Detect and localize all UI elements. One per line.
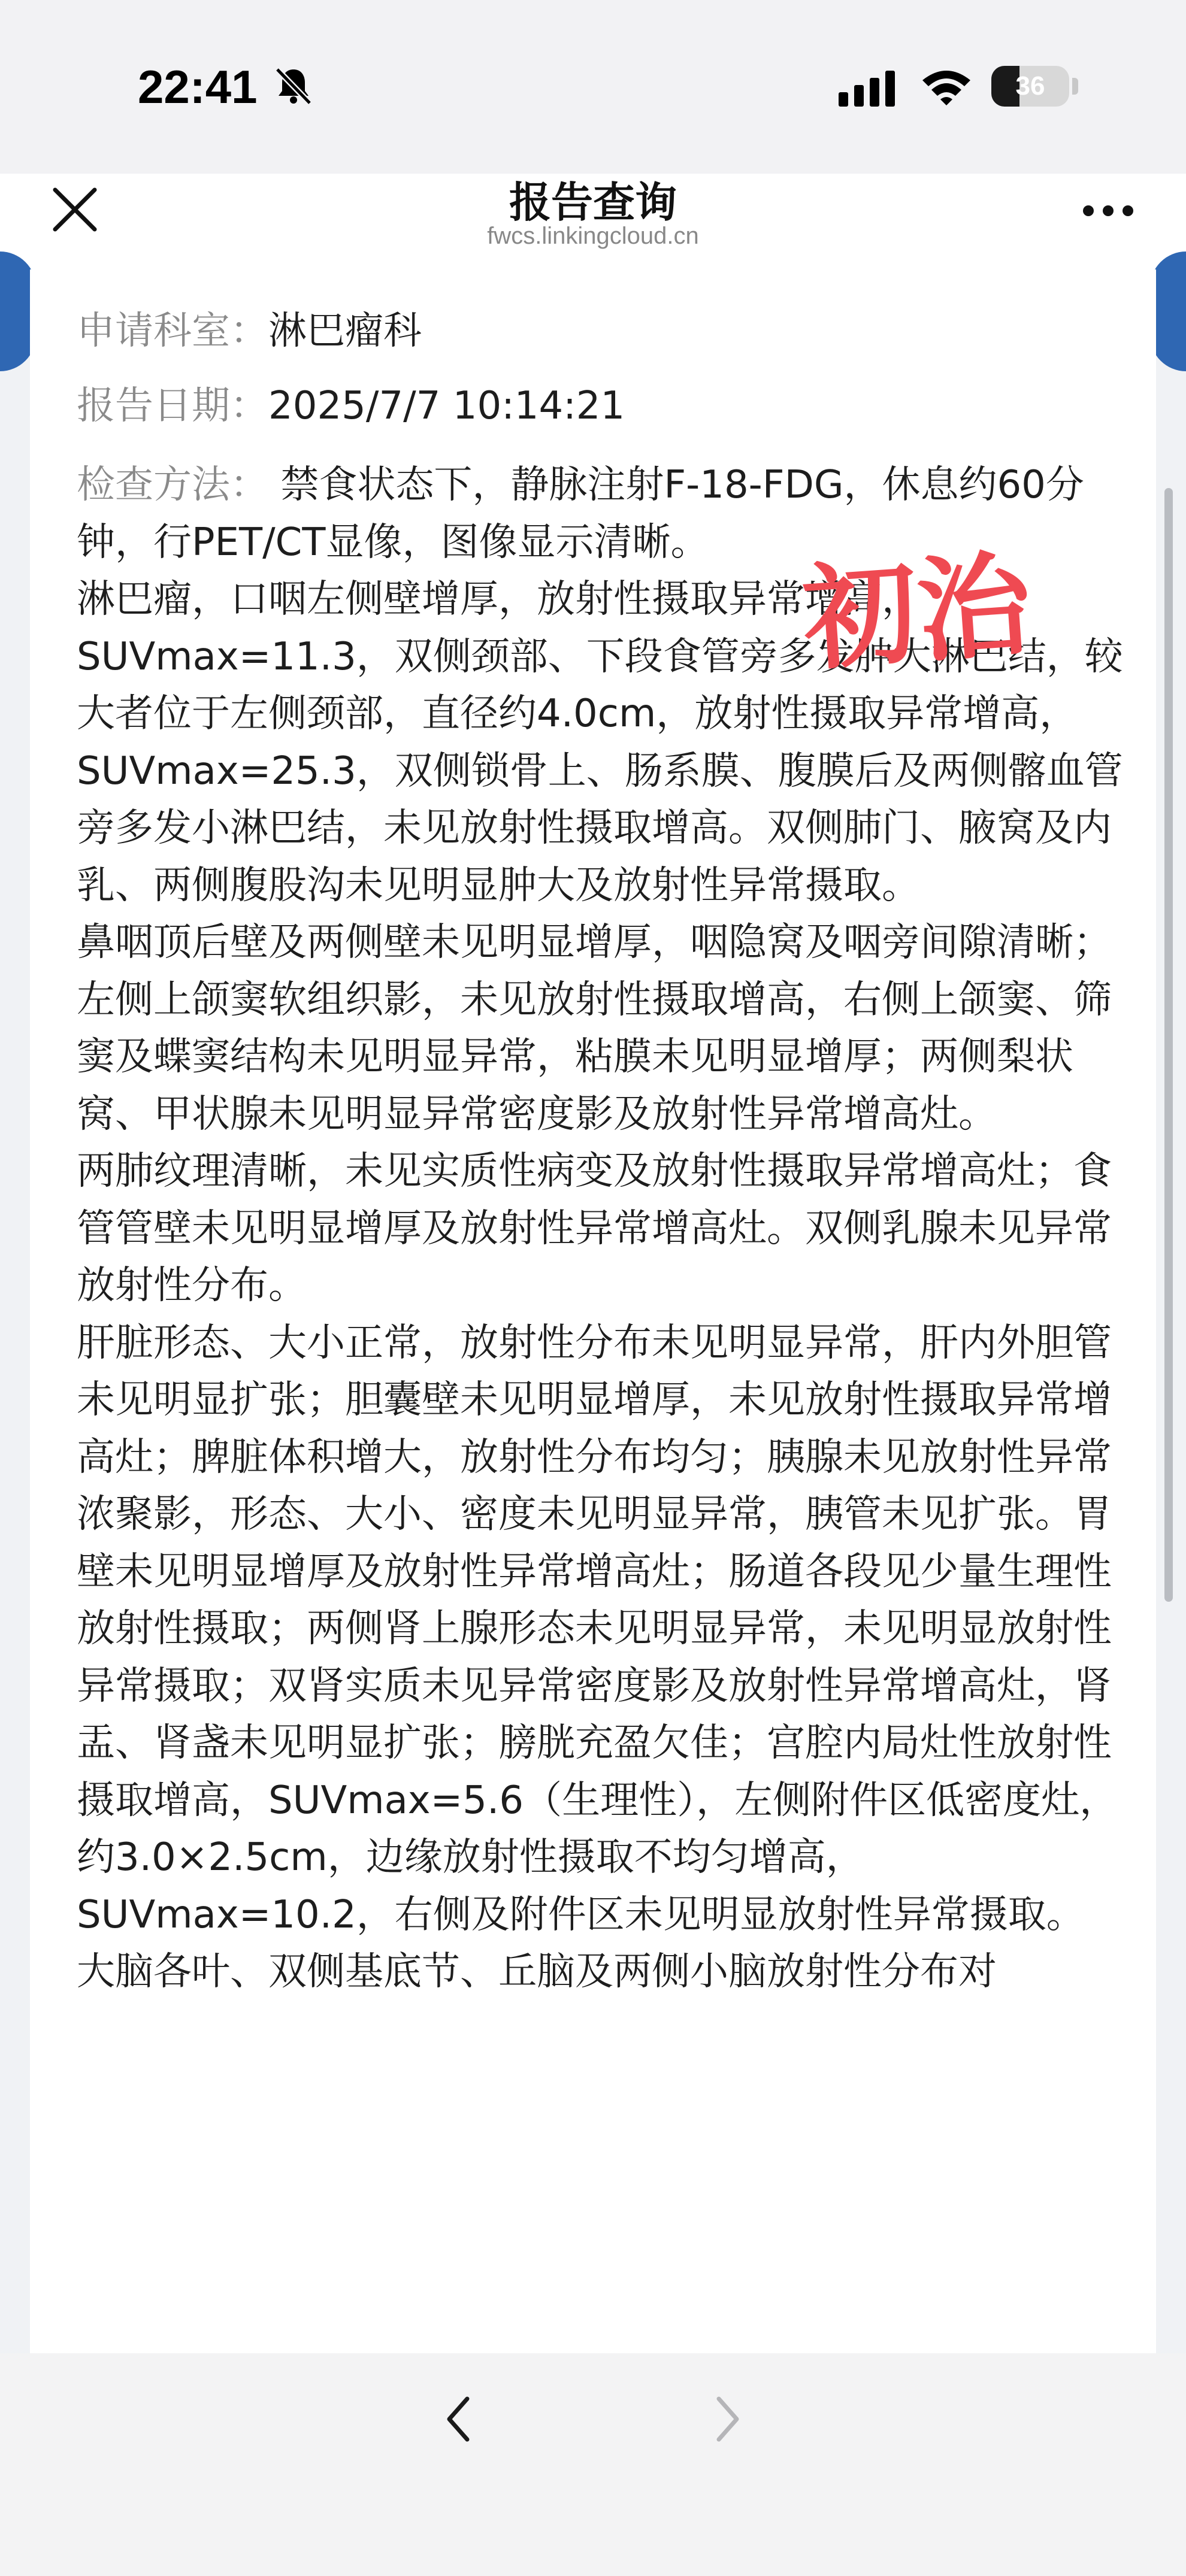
page-title: 报告查询	[509, 178, 677, 227]
finding-paragraph: 肝脏形态、大小正常，放射性分布未见明显异常，肝内外胆管未见明显扩张；胆囊壁未见明显增厚，未见放射性摄取异常增高灶；脾脏体积增大，放射性分布均匀；胰腺未见放射性异常浓聚影，形态、大小、密度未见明显异常，胰管未见扩张。胃壁未见明显增厚及放射性异常增高灶；肠道各段见少量生理性放射性摄取；两侧肾上腺形态未见明显异常，未见明显放射性异常摄取；双肾实质未见异常密度影及放射性异常增高灶，肾盂、肾盏未见明显扩张；膀胱充盈欠佳；宫腔内局灶性放射性摄取增高，SUVmax=5.6（生理性），左侧附件区低密度灶，约3.0×2.5cm，边缘放射性摄取不均匀增高，SUVmax=10.2，右侧及附件区未见明显放射性异常摄取。	[77, 1320, 1118, 1937]
wifi-icon	[919, 66, 973, 108]
forward-arrow-icon[interactable]	[713, 2395, 743, 2443]
bell-slash-icon	[273, 65, 314, 107]
finding-paragraph: 大脑各叶、双侧基底节、丘脑及两侧小脑放射性分布对	[77, 1950, 997, 1994]
date-label: 报告日期：	[77, 384, 268, 428]
report-card	[30, 269, 1156, 2353]
method-label: 检查方法：	[77, 463, 268, 507]
finding-paragraph: 两肺纹理清晰，未见实质性病变及放射性摄取异常增高灶；食管管壁未见明显增厚及放射性异常增高灶。双侧乳腺未见异常放射性分布。	[77, 1149, 1112, 1308]
report-body	[77, 457, 1149, 2001]
date-row	[77, 380, 625, 432]
status-bar	[0, 0, 1186, 174]
department-value: 淋巴瘤科	[268, 309, 422, 353]
cellular-signal-icon	[839, 71, 898, 107]
page-domain: fwcs.linkingcloud.cn	[487, 223, 699, 249]
finding-paragraph: 淋巴瘤，口咽左侧壁增厚，放射性摄取异常增高，SUVmax=11.3，双侧颈部、下段食管旁多发肿大淋巴结，较大者位于左侧颈部，直径约4.0cm，放射性摄取异常增高，SUVmax=25.3，双侧锁骨上、肠系膜、腹膜后及两侧髂血管旁多发小淋巴结，未见放射性摄取增高。双侧肺门、腋窝及内乳、两侧腹股沟未见明显肿大及放射性异常摄取。	[77, 577, 1123, 908]
scrollbar[interactable]	[1164, 488, 1173, 1602]
battery-cap	[1072, 78, 1078, 95]
battery-icon	[991, 66, 1069, 107]
date-value: 2025/7/7 10:14:21	[268, 384, 625, 428]
back-arrow-icon[interactable]	[443, 2395, 473, 2443]
handwritten-stamp: 初治	[798, 538, 1036, 686]
method-value: 禁食状态下，静脉注射F-18-FDG，休息约60分钟，行PET/CT显像，图像显示清晰。	[77, 463, 1084, 565]
department-row	[77, 305, 422, 357]
bottom-toolbar	[0, 2353, 1186, 2576]
department-label: 申请科室：	[77, 309, 268, 353]
more-icon[interactable]	[1081, 204, 1135, 218]
finding-paragraph: 鼻咽顶后壁及两侧壁未见明显增厚，咽隐窝及咽旁间隙清晰；左侧上颌窦软组织影，未见放射性摄取增高，右侧上颌窦、筛窦及蝶窦结构未见明显异常，粘膜未见明显增厚；两侧梨状窝、甲状腺未见明显异常密度影及放射性异常增高灶。	[77, 920, 1112, 1137]
battery-level: 36	[1015, 71, 1045, 101]
status-time: 22:41	[138, 60, 258, 113]
